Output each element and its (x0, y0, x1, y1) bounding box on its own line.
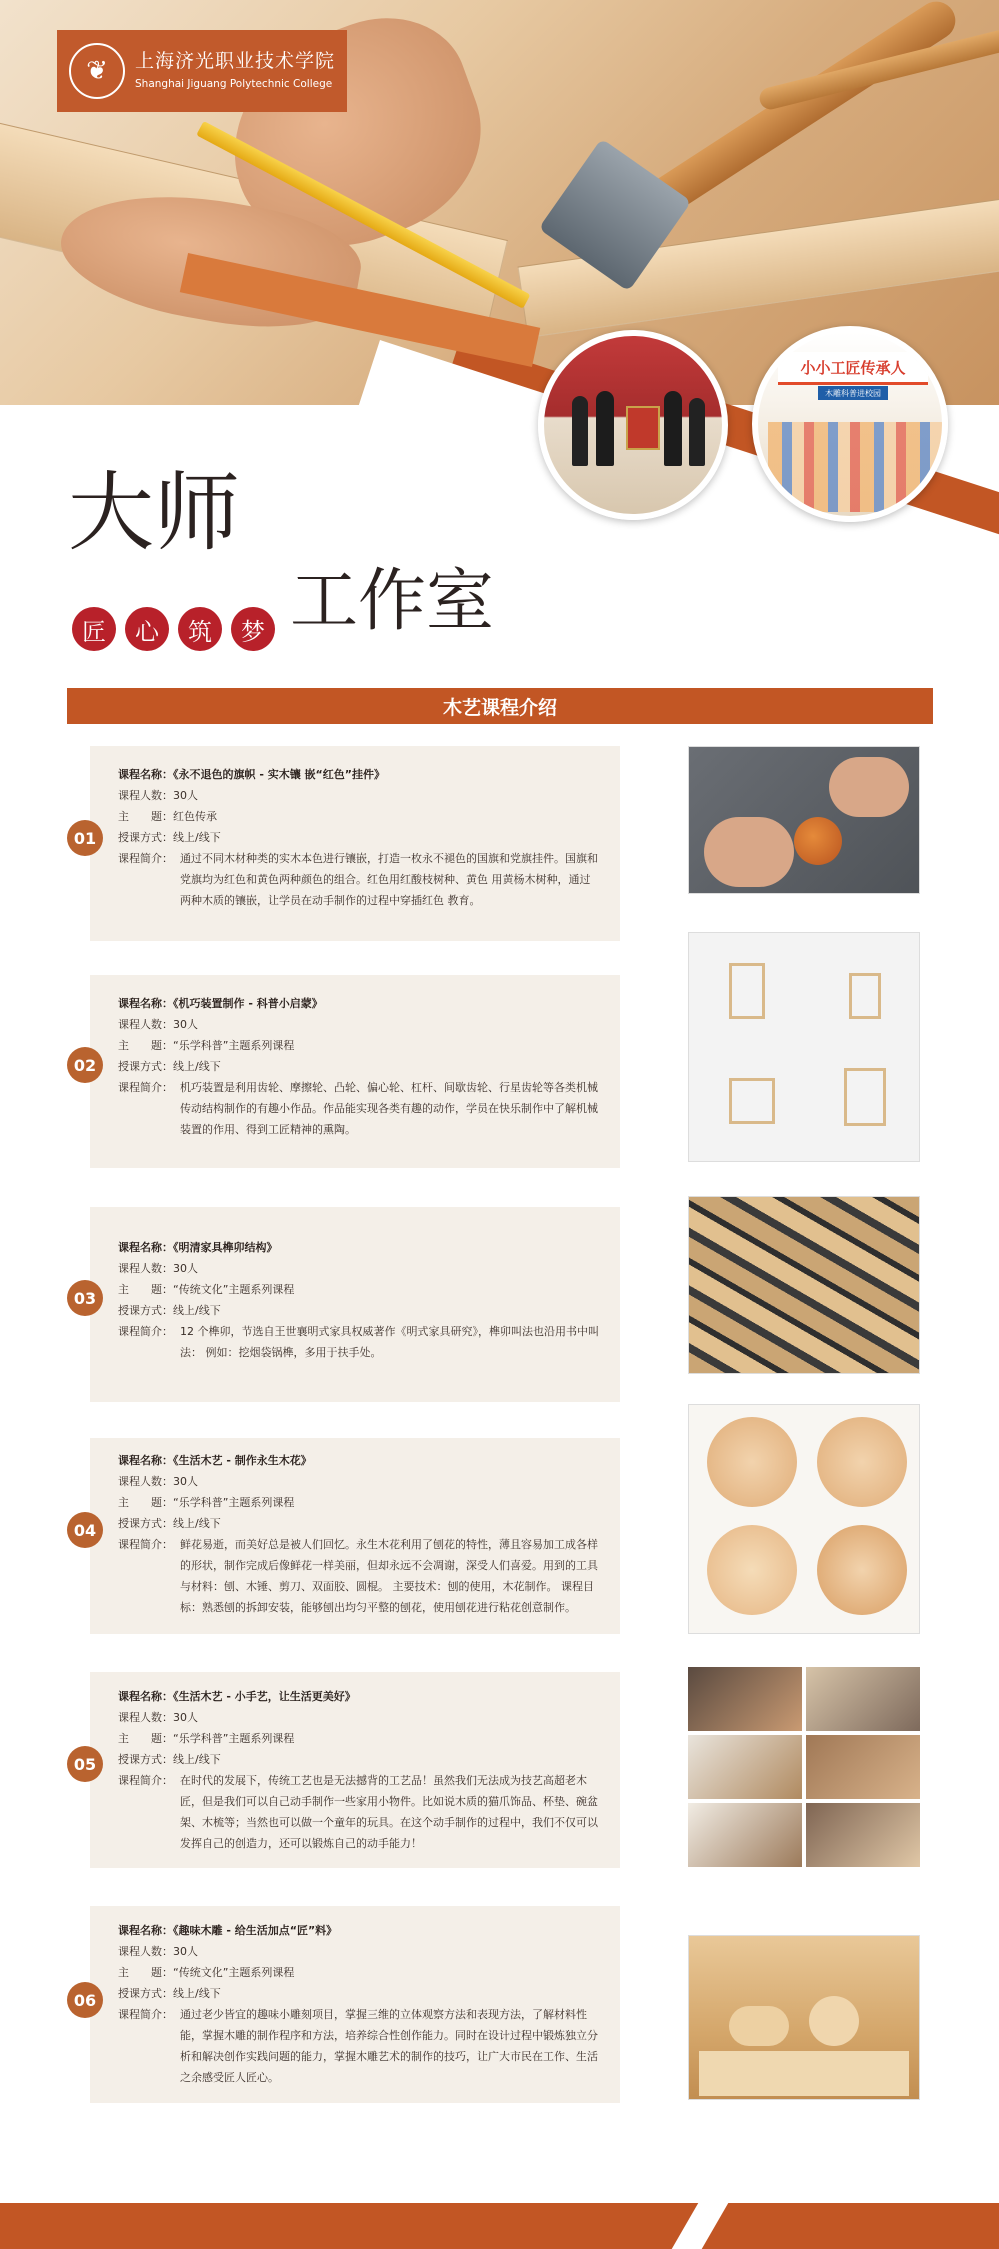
course-intro: 通过不同木材种类的实木本色进行镶嵌，打造一枚永不褪色的国旗和党旗挂件。国旗和党旗均为红色和黄色两种颜色的组合。红色用红酸枝树种、黄色 用黄杨木树种，通过两种木质的镶嵌，让学员在动手制作的过程中穿插红色 教育。 (180, 852, 598, 907)
course-number-badge: 06 (67, 1982, 103, 2018)
course-intro: 12 个榫卯，节选自王世襄明式家具权威著作《明式家具研究》，榫卯叫法也沿用书中叫法： 例如：挖烟袋锅榫，多用于扶手处。 (180, 1325, 599, 1359)
course-intro: 鲜花易逝，而美好总是被人们回忆。永生木花利用了刨花的特性，薄且容易加工成各样的形状，制作完成后像鲜花一样美丽，但却永远不会凋谢，深受人们喜爱。用到的工具与材料：刨、木锤、剪刀、双面胶、圆棍。 主要技术：刨的使用，木花制作。 课程目标：熟悉刨的拆卸安装，能够刨出均匀平整的刨花，使用刨花进行粘花创意制作。 (180, 1538, 598, 1614)
course-number-badge: 01 (67, 820, 103, 856)
course-field-text: 30人 (173, 1945, 198, 1958)
course-card (90, 1672, 620, 1868)
course-photo-wood-flowers (688, 1404, 920, 1634)
course-info-row (118, 1471, 198, 1492)
course-photo-mortise-tenon (688, 1196, 920, 1374)
course-field-text: 线上/线下 (173, 1060, 221, 1073)
course-field-text: 主 题： (118, 1283, 173, 1296)
course-number-badge: 03 (67, 1280, 103, 1316)
course-field-text: 主 题： (118, 1732, 173, 1745)
course-field-text: 课程名称： (118, 768, 173, 781)
course-photo-mechanical-toys (688, 932, 920, 1162)
course-field-text: 红色传承 (173, 810, 217, 823)
title-master: 大师 (68, 463, 240, 560)
course-name: 《生活木艺 - 制作永生木花》 (173, 1454, 312, 1467)
course-intro-label: 课程简介： (118, 1325, 173, 1338)
motto-char-4: 梦 (231, 607, 275, 651)
course-field-text: 课程名称： (118, 1924, 173, 1937)
course-photo-keychain (688, 746, 920, 894)
course-field-text: 线上/线下 (173, 1517, 221, 1530)
course-intro-label: 课程简介： (118, 1081, 173, 1094)
motto-char-1: 匠 (72, 607, 116, 651)
course-field-text: “传统文化”主题系列课程 (173, 1966, 295, 1979)
course-info-row (118, 1513, 221, 1534)
course-info-row (118, 1941, 198, 1962)
course-intro-label: 课程简介： (118, 2008, 173, 2021)
course-name: 《明清家具榫卯结构》 (173, 1241, 278, 1254)
course-field-text: 授课方式： (118, 1517, 173, 1530)
course-name: 《生活木艺 - 小手艺，让生活更美好》 (173, 1690, 356, 1703)
motto-char-2: 心 (125, 607, 169, 651)
course-field-text: “乐学科普”主题系列课程 (173, 1039, 295, 1052)
course-info-row (118, 1014, 198, 1035)
course-card (90, 746, 620, 941)
course-field-text: 30人 (173, 1262, 198, 1275)
course-field-text: “乐学科普”主题系列课程 (173, 1732, 295, 1745)
course-field-text: 线上/线下 (173, 1987, 221, 2000)
course-field-text: 主 题： (118, 1966, 173, 1979)
course-field-text: 授课方式： (118, 1753, 173, 1766)
course-info-row (118, 1707, 198, 1728)
students-group-photo (752, 326, 948, 522)
course-info-row (118, 1035, 294, 1056)
school-name-cn: 上海济光职业技术学院 (135, 50, 336, 72)
course-field-text: 课程人数： (118, 1475, 173, 1488)
course-name: 《永不退色的旗帜 - 实木镶 嵌“红色”挂件》 (173, 768, 386, 781)
course-card (90, 975, 620, 1168)
title-studio: 工作室 (290, 562, 495, 641)
course-info-row (118, 1749, 221, 1770)
course-photo-collage (688, 1667, 920, 1867)
course-field-text: 课程名称： (118, 1241, 173, 1254)
hero-banner (0, 0, 999, 560)
course-field-text: 课程人数： (118, 1262, 173, 1275)
course-field-text: 课程名称： (118, 997, 173, 1010)
course-info-row (118, 1450, 312, 1471)
course-intro-label: 课程简介： (118, 1774, 173, 1787)
course-card (90, 1438, 620, 1634)
course-name: 《趣味木雕 - 给生活加点“匠”料》 (173, 1924, 338, 1937)
course-info-row (118, 1056, 221, 1077)
course-field-text: 30人 (173, 789, 198, 802)
school-logo-box (57, 30, 347, 112)
course-name: 《机巧装置制作 - 科普小启蒙》 (173, 997, 323, 1010)
course-mode-row (118, 827, 221, 848)
course-field-text: 线上/线下 (173, 831, 221, 844)
course-field-text: 授课方式： (118, 1304, 173, 1317)
course-field-text: 线上/线下 (173, 1304, 221, 1317)
course-number-badge: 04 (67, 1512, 103, 1548)
course-card (90, 1207, 620, 1402)
course-info-row (118, 1920, 337, 1941)
course-theme-row (118, 806, 217, 827)
course-field-text: 课程名称： (118, 1690, 173, 1703)
course-field-text: 课程人数： (118, 789, 173, 802)
course-info-row (118, 1962, 294, 1983)
course-field-text: “传统文化”主题系列课程 (173, 1283, 295, 1296)
course-intro-label: 课程简介： (118, 852, 173, 865)
course-intro: 机巧装置是利用齿轮、摩擦轮、凸轮、偏心轮、杠杆、间歇齿轮、行星齿轮等各类机械传动结构制作的有趣小作品。作品能实现各类有趣的动作，学员在快乐制作中了解机械装置的作用、得到工匠精神的熏陶。 (180, 1081, 598, 1136)
course-number-badge: 05 (67, 1746, 103, 1782)
photo-banner-text: 小小工匠传承人 (800, 358, 906, 377)
course-intro: 通过老少皆宜的趣味小雕刻项目，掌握三维的立体观察方法和表现方法，了解材料性能，掌握木雕的制作程序和方法，培养综合性创作能力。同时在设计过程中锻炼独立分析和解决创作实践问题的能力，掌握木雕艺术的制作的技巧，让广大市民在工作、生活之余感受匠人匠心。 (180, 2008, 598, 2084)
course-field-text: 授课方式： (118, 831, 173, 844)
course-field-text: 主 题： (118, 1496, 173, 1509)
course-field-text: 30人 (173, 1018, 198, 1031)
course-info-row (118, 1279, 294, 1300)
course-count-row (118, 785, 198, 806)
course-field-text: 线上/线下 (173, 1753, 221, 1766)
course-field-text: 课程人数： (118, 1945, 173, 1958)
course-card (90, 1906, 620, 2103)
course-field-text: 授课方式： (118, 1987, 173, 2000)
course-field-text: 30人 (173, 1711, 198, 1724)
photo-banner-subtext: 木雕科普进校园 (825, 388, 881, 398)
course-field-text: 课程人数： (118, 1018, 173, 1031)
unveiling-ceremony-photo (538, 330, 728, 520)
school-emblem-icon: ❦ (69, 43, 125, 99)
course-field-text: “乐学科普”主题系列课程 (173, 1496, 295, 1509)
course-field-text: 主 题： (118, 1039, 173, 1052)
course-info-row (118, 1983, 221, 2004)
footer-band (0, 2203, 999, 2249)
course-name-row (118, 764, 385, 785)
course-field-text: 主 题： (118, 810, 173, 823)
course-number-badge: 02 (67, 1047, 103, 1083)
course-field-text: 课程人数： (118, 1711, 173, 1724)
course-info-row (118, 993, 323, 1014)
course-info-row (118, 1492, 294, 1513)
school-name-en: Shanghai Jiguang Polytechnic College (135, 78, 333, 90)
course-info-row (118, 1728, 294, 1749)
course-intro-label: 课程简介： (118, 1538, 173, 1551)
section-title: 木艺课程介绍 (67, 688, 933, 724)
course-intro: 在时代的发展下，传统工艺也是无法撼背的工艺品！虽然我们无法成为技艺高超老木匠，但是我们可以自己动手制作一些家用小物件。比如说木质的猫爪饰品、杯垫、碗盆架、木梳等；当然也可以做一个童年的玩具。在这个动手制作的过程中，我们不仅可以发挥自己的创造力，还可以锻炼自己的动手能力！ (180, 1774, 598, 1850)
course-field-text: 授课方式： (118, 1060, 173, 1073)
motto-char-3: 筑 (178, 607, 222, 651)
course-photo-wood-carving (688, 1935, 920, 2100)
course-info-row (118, 1300, 221, 1321)
course-info-row (118, 1686, 356, 1707)
course-field-text: 30人 (173, 1475, 198, 1488)
course-info-row (118, 1258, 198, 1279)
course-info-row (118, 1237, 278, 1258)
course-field-text: 课程名称： (118, 1454, 173, 1467)
